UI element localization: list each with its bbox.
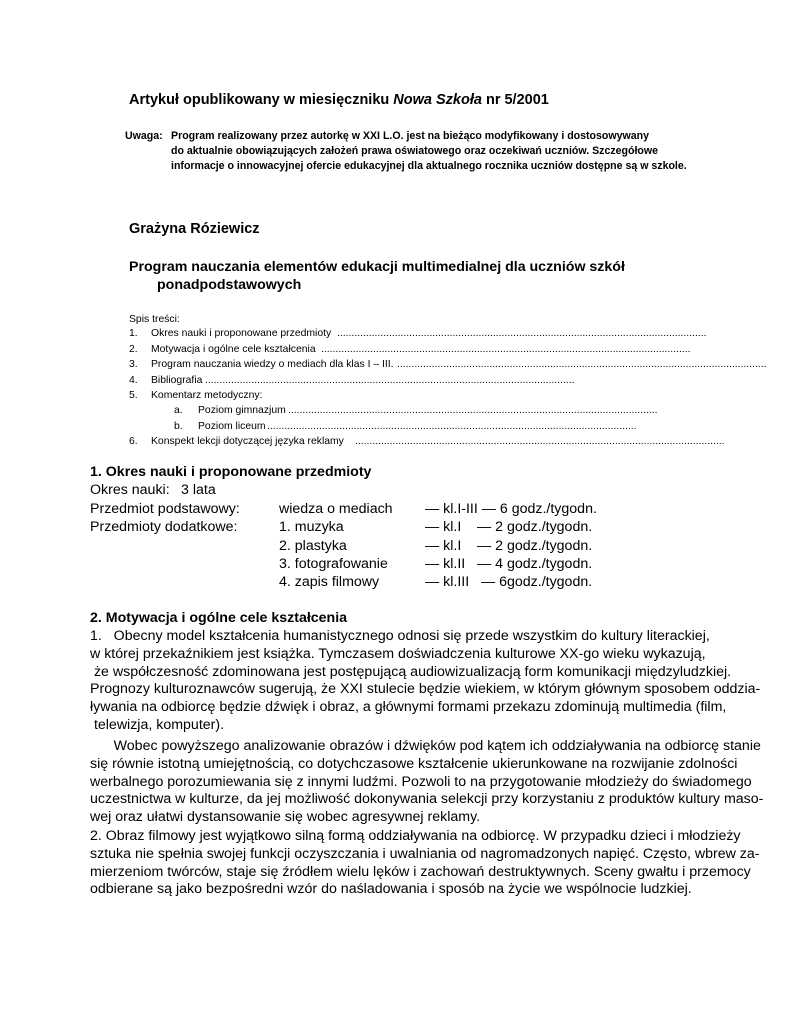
- header-prefix: Artykuł opublikowany w miesięczniku: [129, 92, 394, 108]
- toc-leader-dots: ................................................................................................................................: [355, 436, 725, 447]
- extra-subject: 2. plastyka: [279, 538, 347, 554]
- toc-item-number: 4.: [129, 375, 138, 386]
- extra-subject: 3. fotografowanie: [279, 556, 388, 572]
- text-line: 1. Obecny model kształcenia humanistycznego odnosi się przede wszystkim do kultury literackiej,: [90, 628, 710, 644]
- toc-item-label: Poziom liceum: [198, 421, 266, 432]
- section-1-heading: 1. Okres nauki i proponowane przedmioty: [90, 464, 372, 480]
- toc-item[interactable]: [129, 343, 691, 356]
- period-label: Okres nauki:: [90, 482, 170, 498]
- text-line: ływania na odbiorcę będzie dźwięk i obraz, a głównymi formami przekazu zdominują multimedia (film,: [90, 699, 727, 716]
- extra-subject-hours: — kl.II — 4 godz./tygodn.: [425, 556, 593, 572]
- toc-item-label: Bibliografia: [151, 375, 203, 386]
- toc-item[interactable]: [129, 404, 658, 417]
- text-line: 2. Obraz filmowy jest wyjątkowo silną formą oddziaływania na odbiorcę. W przypadku dzieci i młodzieży: [90, 828, 741, 844]
- toc-item-number: 5.: [129, 390, 138, 401]
- toc-item-label: Program nauczania wiedzy o mediach dla klas I – III.: [151, 359, 394, 370]
- toc-item-number: b.: [174, 421, 183, 432]
- text-line: telewizja, komputer).: [90, 716, 225, 733]
- extra-subject-hours: — kl.I — 2 godz./tygodn.: [425, 538, 593, 554]
- magazine-name: Nowa Szkoła: [393, 92, 482, 108]
- text-line: wej oraz ułatwi dystansowanie się wobec agresywnej reklamy.: [90, 809, 481, 826]
- text-line: że współczesność zdominowana jest postępującą audiowizualizacją form komunikacji międzyludzkiej.: [90, 663, 732, 680]
- core-subject: wiedza o mediach: [279, 501, 393, 517]
- toc-leader-dots: ................................................................................................................................: [321, 344, 691, 355]
- core-subject-label: Przedmiot podstawowy:: [90, 501, 240, 517]
- toc-item-label: Konspekt lekcji dotyczącej języka reklamy: [151, 436, 344, 447]
- toc-item[interactable]: [129, 389, 595, 402]
- extra-subjects-label: Przedmioty dodatkowe:: [90, 519, 238, 535]
- toc-item-label: Okres nauki i proponowane przedmioty: [151, 328, 332, 339]
- toc-leader-dots: ................................................................................................................................: [267, 421, 637, 432]
- text-line: sztuka nie spełnia swojej funkcji oczyszczania i uwalniania od nagromadzonych napięć. Często, wbrew za-: [90, 845, 760, 862]
- note-line-3: informacje o innowacyjnej ofercie edukacyjnej dla aktualnego rocznika uczniów dostępne są w szkole.: [171, 160, 687, 172]
- toc-item-label: Komentarz metodyczny:: [151, 390, 263, 401]
- toc-item-number: a.: [174, 405, 183, 416]
- toc-item-label: Motywacja i ogólne cele kształcenia: [151, 344, 316, 355]
- extra-subject-hours: — kl.I — 2 godz./tygodn.: [425, 519, 593, 535]
- extra-subject: 1. muzyka: [279, 519, 344, 535]
- text-line: werbalnego porozumiewania się z innymi ludźmi. Pozwoli to na przygotowanie młodzieży do świadomego: [90, 773, 752, 790]
- toc-item-number: 1.: [129, 328, 138, 339]
- toc-item[interactable]: [129, 327, 707, 340]
- toc-item-number: 2.: [129, 344, 138, 355]
- period-value: 3 lata: [181, 482, 216, 498]
- toc-item[interactable]: [129, 358, 767, 371]
- text-line: Prognozy kulturoznawców sugerują, że XXI stulecie będzie wiekiem, w którym głównym sposobem oddzia-: [90, 681, 761, 698]
- section-2-heading: 2. Motywacja i ogólne cele kształcenia: [90, 610, 348, 626]
- extra-subject-hours: — kl.III — 6godz./tygodn.: [425, 574, 593, 590]
- toc-item[interactable]: [129, 374, 595, 387]
- program-title-line-2: ponadpodstawowych: [157, 277, 302, 293]
- toc-leader-dots: ................................................................................................................................: [337, 328, 707, 339]
- header-suffix: nr 5/2001: [481, 92, 549, 108]
- text-line: odbierane są jako bezpośredni wzór do naśladowania i sposób na życie we wspólnocie ludzkiej.: [90, 881, 692, 898]
- program-title-line-1: Program nauczania elementów edukacji multimedialnej dla uczniów szkół: [129, 259, 625, 275]
- note-line-1: Program realizowany przez autorkę w XXI L.O. jest na bieżąco modyfikowany i dostosowywany: [171, 130, 650, 142]
- paragraph-3: [90, 828, 760, 899]
- toc-item[interactable]: [129, 420, 637, 433]
- toc-item-label: Poziom gimnazjum: [198, 405, 286, 416]
- author-name: Grażyna Róziewicz: [129, 221, 260, 237]
- paragraph-2: [90, 738, 764, 827]
- text-line: w której przekaźnikiem jest książka. Tymczasem doświadczenia kulturowe XX-go wieku wykazują,: [90, 645, 706, 662]
- toc-leader-dots: ................................................................................................................................: [205, 375, 575, 386]
- text-line: uczestnictwa w kulturze, da jej możliwość dokonywania selekcji przy korzystaniu z produktów kultury maso-: [90, 791, 764, 808]
- text-line: mierzeniom twórców, staje się źródłem wielu lęków i zachowań destruktywnych. Sceny gwałtu i przemocy: [90, 863, 751, 880]
- core-subject-hours: — kl.I-III — 6 godz./tygodn.: [425, 501, 597, 517]
- toc-leader-dots: ................................................................................................................................: [397, 359, 767, 370]
- paragraph-1: [90, 628, 761, 735]
- toc-item-number: 6.: [129, 436, 138, 447]
- extra-subject: 4. zapis filmowy: [279, 574, 380, 590]
- note-label: Uwaga:: [125, 130, 163, 142]
- text-line: się równie istotną umiejętnością, co dotychczasowe kształcenie ukierunkowane na rozwijanie zdolności: [90, 755, 738, 772]
- toc-heading: Spis treści:: [129, 314, 180, 325]
- text-line: Wobec powyższego analizowanie obrazów i dźwięków pod kątem ich oddziaływania na odbiorcę stanie: [90, 738, 761, 754]
- toc-leader-dots: ................................................................................................................................: [288, 405, 658, 416]
- toc-item[interactable]: [129, 435, 725, 448]
- toc-item-number: 3.: [129, 359, 138, 370]
- article-header: [129, 92, 549, 108]
- note-line-2: do aktualnie obowiązujących założeń prawa oświatowego oraz oczekiwań uczniów. Szczegółowe: [171, 145, 659, 157]
